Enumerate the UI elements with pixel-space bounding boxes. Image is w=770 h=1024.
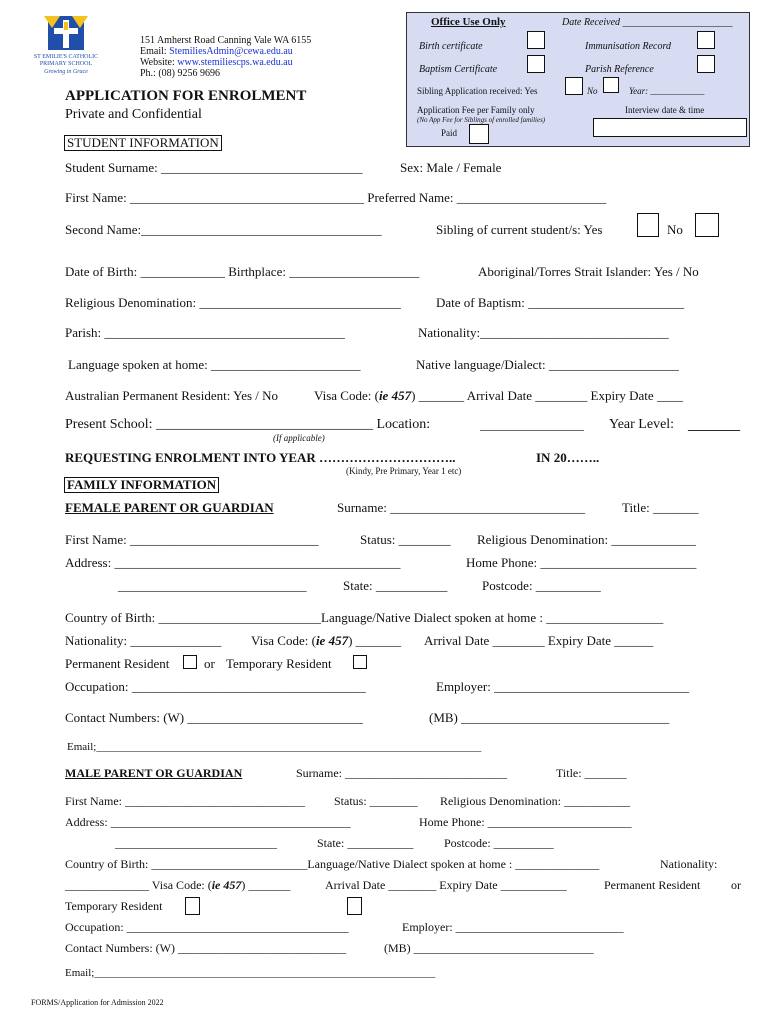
parish-field[interactable]: Parish: _____________________________________ xyxy=(65,325,345,340)
female-address-line2[interactable]: _____________________________ xyxy=(118,578,307,593)
female-postcode-field[interactable]: Postcode: __________ xyxy=(482,578,601,593)
immunisation-label: Immunisation Record xyxy=(585,41,672,52)
visa-label: Visa Code: ( xyxy=(251,633,316,648)
male-email-field[interactable]: Email;______________________________________________________________ xyxy=(65,967,436,979)
fee-note: (No App Fee for Siblings of enrolled families) xyxy=(417,116,546,124)
baptism-cert-label: Baptism Certificate xyxy=(419,64,498,75)
male-employer-field[interactable]: Employer: ____________________________ xyxy=(402,920,624,934)
female-state-field[interactable]: State: ___________ xyxy=(343,578,448,593)
immunisation-checkbox[interactable] xyxy=(697,31,715,49)
male-contact-field[interactable]: Contact Numbers: (W) ____________________________ xyxy=(65,941,346,955)
dob-birthplace-field[interactable]: Date of Birth: _____________ Birthplace: ____________________ xyxy=(65,264,420,279)
logo-text: ST EMILIE'S CATHOLIC xyxy=(33,54,99,60)
female-nationality-field[interactable]: Nationality: ______________ xyxy=(65,633,222,648)
male-mobile-field[interactable]: (MB) ______________________________ xyxy=(384,941,594,955)
female-country-language-field[interactable]: Country of Birth: _________________________Language/Native Dialect spoken at home : __________________ xyxy=(65,610,664,625)
female-perm-checkbox[interactable] xyxy=(183,655,197,669)
female-or-label: or xyxy=(204,656,215,671)
page-subtitle: Private and Confidential xyxy=(65,107,202,122)
baptism-cert-checkbox[interactable] xyxy=(527,55,545,73)
male-parent-heading: MALE PARENT OR GUARDIAN xyxy=(65,766,243,780)
resident-field[interactable]: Australian Permanent Resident: Yes / No xyxy=(65,388,279,403)
visa-arrival-expiry-field[interactable] xyxy=(314,388,683,404)
paid-checkbox[interactable] xyxy=(469,124,489,144)
male-occupation-field[interactable]: Occupation: _____________________________________ xyxy=(65,920,349,934)
school-website-link[interactable]: www.stemiliescps.wa.edu.au xyxy=(177,57,293,68)
location-blank[interactable]: ________________ xyxy=(480,417,584,432)
parish-ref-label: Parish Reference xyxy=(585,64,654,75)
website-label: Website: xyxy=(140,57,178,68)
male-status-field[interactable]: Status: ________ xyxy=(334,794,418,808)
female-temp-checkbox[interactable] xyxy=(353,655,367,669)
school-email-link[interactable]: StemiliesAdmin@cewa.edu.au xyxy=(169,46,293,57)
student-surname-field[interactable]: Student Surname: _______________________________ xyxy=(65,160,363,175)
school-website-row xyxy=(140,57,293,68)
visa-example: ie 457 xyxy=(378,388,412,403)
visa-rest: ) _______ xyxy=(348,633,402,648)
parish-ref-checkbox[interactable] xyxy=(697,55,715,73)
sibling-app-label: Sibling Application received: Yes xyxy=(417,86,538,96)
sibling-no-label: No xyxy=(587,86,598,96)
female-title-field[interactable]: Title: _______ xyxy=(622,500,699,515)
female-status-field[interactable]: Status: ________ xyxy=(360,532,451,547)
date-received: Date Received ______________________ xyxy=(562,17,733,28)
paid-label: Paid xyxy=(441,128,458,138)
female-employer-field[interactable]: Employer: ______________________________ xyxy=(436,679,690,694)
visa-example: ie 457 xyxy=(211,878,242,892)
female-address-field[interactable]: Address: ____________________________________________ xyxy=(65,555,401,570)
female-mobile-field[interactable]: (MB) ________________________________ xyxy=(429,710,670,725)
male-or-label: or xyxy=(731,878,741,892)
sibling-app-checkbox[interactable] xyxy=(565,77,583,95)
male-surname-field[interactable]: Surname: ___________________________ xyxy=(296,766,507,780)
interview-label: Interview date & time xyxy=(625,105,705,115)
second-name-field[interactable]: Second Name:_____________________________________ xyxy=(65,222,382,237)
female-temp-label: Temporary Resident xyxy=(226,656,332,671)
male-perm-checkbox[interactable] xyxy=(347,897,362,915)
language-field[interactable]: Language spoken at home: _______________________ xyxy=(68,357,361,372)
sibling-yes-checkbox[interactable] xyxy=(637,213,659,237)
visa-rest: ) _______ xyxy=(241,878,291,892)
female-first-name-field[interactable]: First Name: _____________________________ xyxy=(65,532,319,547)
page-title: APPLICATION FOR ENROLMENT xyxy=(65,88,307,104)
male-temp-checkbox[interactable] xyxy=(185,897,200,915)
female-contact-field[interactable]: Contact Numbers: (W) ___________________________ xyxy=(65,710,363,725)
sibling-no-checkbox[interactable] xyxy=(603,77,619,93)
logo-motto: Growing in Grace xyxy=(44,69,88,75)
baptism-date-field[interactable]: Date of Baptism: ________________________ xyxy=(436,295,685,310)
female-home-phone-field[interactable]: Home Phone: ________________________ xyxy=(466,555,697,570)
visa-rest: ) _______ Arrival Date ________ Expiry Date ____ xyxy=(411,388,683,403)
enrolment-year[interactable]: IN 20…….. xyxy=(536,450,600,465)
school-address: 151 Amherst Road Canning Vale WA 6155 xyxy=(140,35,312,46)
year-level-label: Year Level: xyxy=(609,417,675,432)
nationality-field[interactable]: Nationality:_____________________________ xyxy=(418,325,669,340)
male-postcode-field[interactable]: Postcode: __________ xyxy=(444,836,554,850)
year-level-blank[interactable]: ________ xyxy=(688,417,740,432)
kindy-note: (Kindy, Pre Primary, Year 1 etc) xyxy=(346,466,462,476)
requesting-enrolment[interactable]: REQUESTING ENROLMENT INTO YEAR ………………………….. xyxy=(65,450,456,465)
religion-field[interactable]: Religious Denomination: _______________________________ xyxy=(65,295,401,310)
male-address-line2[interactable]: ___________________________ xyxy=(115,836,277,850)
female-parent-heading: FEMALE PARENT OR GUARDIAN xyxy=(65,500,274,515)
male-visa-field[interactable] xyxy=(65,878,290,893)
office-use-panel xyxy=(406,12,750,147)
footer-text: FORMS/Application for Admission 2022 xyxy=(31,998,164,1007)
visa-example: ie 457 xyxy=(315,633,349,648)
family-info-heading: FAMILY INFORMATION xyxy=(64,477,219,493)
birth-cert-checkbox[interactable] xyxy=(527,31,545,49)
aboriginal-field[interactable]: Aboriginal/Torres Strait Islander: Yes / No xyxy=(478,264,699,279)
male-first-name-field[interactable]: First Name: ______________________________ xyxy=(65,794,305,808)
school-phone: Ph.: (08) 9256 9696 xyxy=(140,68,220,79)
logo-text: PRIMARY SCHOOL xyxy=(39,61,93,67)
logo-crest-icon xyxy=(30,14,102,54)
fee-label: Application Fee per Family only xyxy=(417,105,535,115)
male-perm-label: Permanent Resident xyxy=(604,878,701,892)
female-email-field[interactable]: Email;______________________________________________________________________ xyxy=(67,741,482,753)
if-applicable-note: (If applicable) xyxy=(273,433,325,443)
female-perm-label: Permanent Resident xyxy=(65,656,170,671)
female-arrival-expiry-field[interactable]: Arrival Date ________ Expiry Date ______ xyxy=(424,633,654,648)
male-country-language-field[interactable]: Country of Birth: __________________________Language/Native Dialect spoken at home : ______________ xyxy=(65,857,600,871)
school-email-row xyxy=(140,46,293,57)
native-language-field[interactable]: Native language/Dialect: ____________________ xyxy=(416,357,679,372)
male-address-field[interactable]: Address: ________________________________________ xyxy=(65,815,351,829)
visa-label: ______________ Visa Code: ( xyxy=(65,878,212,892)
sibling-no-checkbox[interactable] xyxy=(695,213,719,237)
email-label: Email: xyxy=(140,46,170,57)
male-religion-field[interactable]: Religious Denomination: ___________ xyxy=(440,794,630,808)
present-school-field[interactable]: Present School: _______________________________ Location: xyxy=(65,417,431,432)
birth-cert-label: Birth certificate xyxy=(419,41,483,52)
interview-field[interactable] xyxy=(593,118,747,137)
female-religion-field[interactable]: Religious Denomination: _____________ xyxy=(477,532,696,547)
student-info-heading: STUDENT INFORMATION xyxy=(64,135,222,151)
office-heading: Office Use Only xyxy=(431,16,506,28)
sex-field[interactable]: Sex: Male / Female xyxy=(400,160,502,175)
male-temp-label: Temporary Resident xyxy=(65,899,163,913)
male-home-phone-field[interactable]: Home Phone: ________________________ xyxy=(419,815,632,829)
sibling-no-label: No xyxy=(667,222,683,237)
first-name-field[interactable]: First Name: ____________________________________ Preferred Name: _______________________ xyxy=(65,190,607,205)
male-title-field[interactable]: Title: _______ xyxy=(556,766,627,780)
male-nationality-label: Nationality: xyxy=(660,857,718,871)
female-surname-field[interactable]: Surname: ______________________________ xyxy=(337,500,586,515)
visa-label: Visa Code: ( xyxy=(314,388,379,403)
year-label: Year: ____________ xyxy=(629,86,705,96)
school-logo xyxy=(30,14,102,76)
male-arrival-expiry-field[interactable]: Arrival Date ________ Expiry Date ___________ xyxy=(325,878,567,892)
sibling-label: Sibling of current student/s: Yes xyxy=(436,222,603,237)
female-visa-field[interactable] xyxy=(251,633,401,649)
male-state-field[interactable]: State: ___________ xyxy=(317,836,414,850)
female-occupation-field[interactable]: Occupation: ____________________________________ xyxy=(65,679,366,694)
